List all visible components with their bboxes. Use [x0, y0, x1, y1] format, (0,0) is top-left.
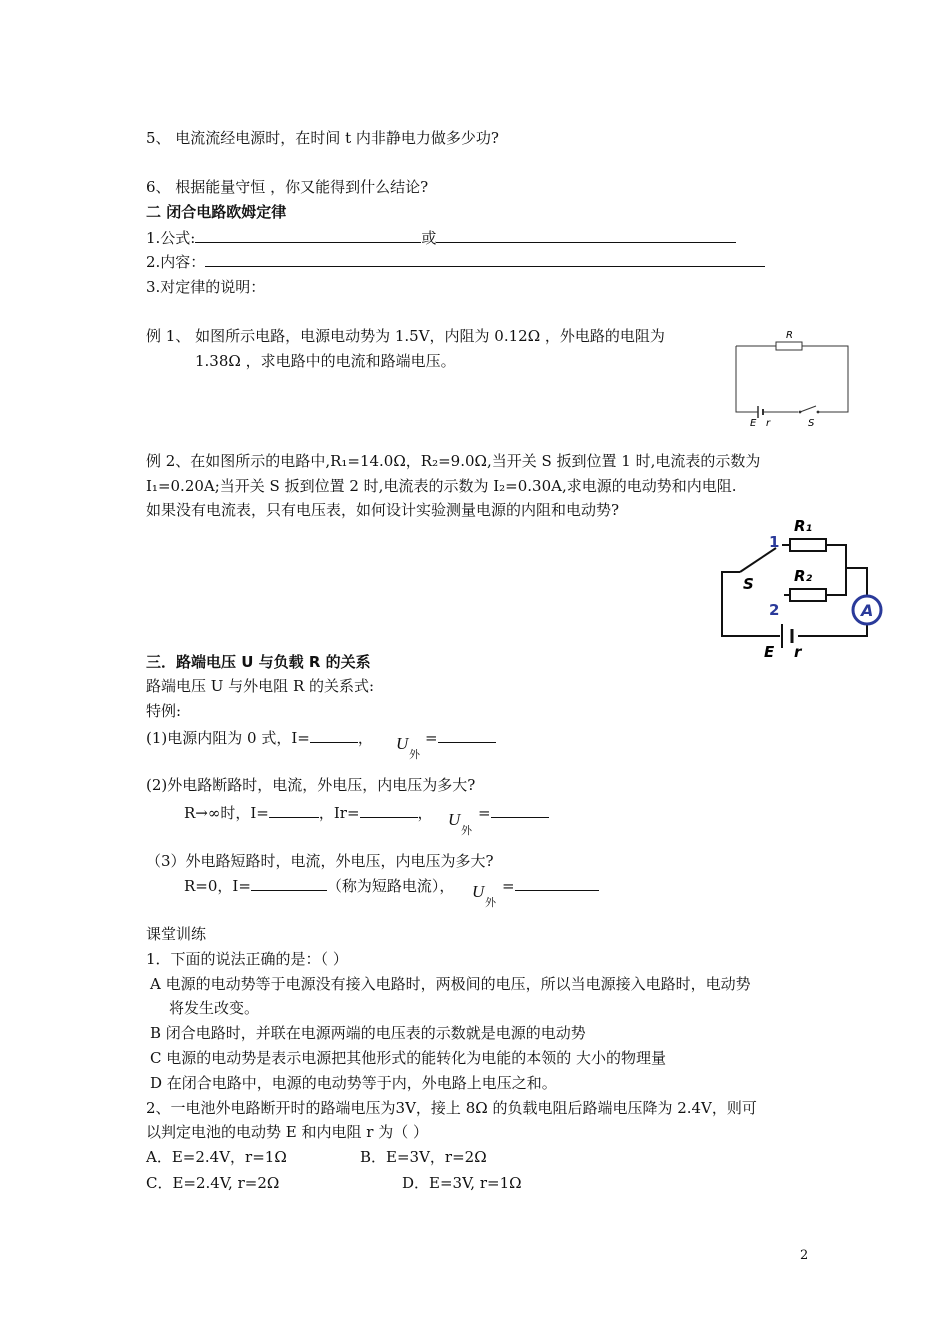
- resistor-r2: [790, 589, 826, 601]
- practice-q2-line-1: 2、一电池外电路断开时的路端电压为3V，接上 8Ω 的负载电阻后路端电压降为 2.4V，则可: [146, 1099, 757, 1117]
- wire-top-right: [802, 346, 848, 412]
- case-2b-b: ，Ir=: [318, 804, 360, 822]
- switch-s: [740, 548, 776, 572]
- formula-blank-1[interactable]: [195, 228, 421, 243]
- case-1-eq-line: [425, 728, 496, 748]
- case-3b-line: [184, 876, 454, 896]
- practice-q2-option-d: D．E=3V, r=1Ω: [402, 1174, 522, 1192]
- case-1-u: U: [396, 734, 409, 753]
- case-1-blank-u[interactable]: [438, 728, 496, 743]
- content-line: [146, 252, 765, 272]
- case-3-eq: =: [502, 877, 515, 895]
- case-1-text: (1)电源内阻为 0 式，I=: [146, 729, 310, 747]
- example-2-line-1: 例 2、在如图所示的电路中,R₁=14.0Ω，R₂=9.0Ω,当开关 S 扳到位置 1 时,电流表的示数为: [146, 452, 761, 470]
- section-2-heading: 二 闭合电路欧姆定律: [146, 203, 287, 221]
- label-r-internal: r: [766, 418, 771, 429]
- example-2-line-2: I₁=0.20A;当开关 S 扳到位置 2 时,电流表的示数为 I₂=0.30A,求电源的电动势和内电阻.: [146, 477, 737, 495]
- case-1-blank-i[interactable]: [310, 728, 358, 743]
- label-s: S: [743, 575, 754, 593]
- section-3-heading: 三．路端电压 U 与负载 R 的关系: [146, 653, 371, 671]
- case-2-u: U: [448, 810, 461, 829]
- case-1-eq: =: [425, 729, 438, 747]
- circuit-diagram-2: [712, 512, 892, 662]
- practice-q1-option-b: B 闭合电路时，并联在电源两端的电压表的示数就是电源的电动势: [150, 1024, 586, 1042]
- circuit-diagram-1: [728, 326, 854, 430]
- case-2b-line: [184, 803, 433, 823]
- practice-q2-option-a: A．E=2.4V，r=1Ω: [146, 1148, 287, 1166]
- content-label: 2.内容：: [146, 253, 206, 271]
- formula-label: 1.公式:: [146, 229, 196, 247]
- question-6: 6、 根据能量守恒 ，你又能得到什么结论?: [146, 178, 429, 196]
- resistor-r: [776, 342, 802, 350]
- resistor-r1: [790, 539, 826, 551]
- practice-q1-option-c: C 电源的电动势是表示电源把其他形式的能转化为电能的本领的 大小的物理量: [150, 1049, 667, 1067]
- case-3-u: U: [472, 882, 485, 901]
- switch-s: [800, 406, 816, 412]
- case-3-blank-i[interactable]: [251, 876, 327, 891]
- wire-left: [736, 346, 758, 412]
- case-2-text: (2)外电路断路时，电流，外电压，内电压为多大?: [146, 776, 476, 794]
- practice-q2-option-b: B．E=3V，r=2Ω: [360, 1148, 487, 1166]
- label-pos2: 2: [769, 601, 780, 619]
- case-1-line: [146, 728, 373, 748]
- case-2-eq-line: [478, 803, 549, 823]
- page-number: 2: [800, 1248, 809, 1263]
- label-r2: R₂: [794, 567, 813, 585]
- case-2-eq: =: [478, 804, 491, 822]
- case-2b-c: ，: [417, 804, 433, 822]
- content-blank[interactable]: [205, 252, 765, 267]
- ammeter-label: A: [861, 601, 874, 620]
- example-1-line-2: 1.38Ω ，求电路中的电流和路端电压。: [195, 352, 456, 370]
- case-3-blank-u[interactable]: [515, 876, 599, 891]
- label-r1: R₁: [794, 517, 813, 535]
- label-e: E: [750, 418, 757, 429]
- case-3-text: （3）外电路短路时，电流，外电压，内电压为多大?: [146, 852, 494, 870]
- wire-right-bottom: [798, 624, 867, 636]
- special-label: 特例:: [146, 702, 182, 720]
- case-2-u-sub: 外: [461, 824, 472, 837]
- formula-blank-2[interactable]: [436, 228, 736, 243]
- label-s: S: [808, 418, 815, 429]
- label-r-internal: r: [794, 643, 802, 661]
- question-5: 5、 电流流经电源时，在时间 t 内非静电力做多少功?: [146, 129, 499, 147]
- case-2-blank-ir[interactable]: [360, 803, 418, 818]
- practice-q2-line-2: 以判定电池的电动势 E 和内电阻 r 为（ ）: [146, 1123, 428, 1141]
- wire-r2-right: [826, 568, 846, 595]
- example-1-line-1: 例 1、 如图所示电路，电源电动势为 1.5V，内阻为 0.12Ω ，外电路的电阻为: [146, 327, 665, 345]
- case-1-comma: ，: [357, 729, 373, 747]
- label-r: R: [786, 330, 793, 341]
- example-2-line-3: 如果没有电流表，只有电压表，如何设计实验测量电源的内阻和电动势?: [146, 501, 620, 519]
- relation-text: 路端电压 U 与外电阻 R 的关系式:: [146, 677, 375, 695]
- label-e: E: [764, 643, 775, 661]
- practice-q1: 1．下面的说法正确的是：（ ）: [146, 950, 348, 968]
- case-3-eq-line: [502, 876, 599, 896]
- case-3-u-sub: 外: [485, 896, 496, 909]
- practice-q1-option-a-line-2: 将发生改变。: [169, 999, 260, 1017]
- explain-label: 3.对定律的说明：: [146, 278, 266, 296]
- case-2-blank-u[interactable]: [491, 803, 549, 818]
- case-1-u-sub: 外: [409, 748, 420, 761]
- practice-heading: 课堂训练: [146, 925, 207, 943]
- case-2b-a: R→∞时，I=: [184, 804, 269, 822]
- formula-line: [146, 228, 736, 248]
- practice-q1-option-d: D 在闭合电路中，电源的电动势等于内，外电路上电压之和。: [150, 1074, 557, 1092]
- case-2-blank-i[interactable]: [269, 803, 319, 818]
- formula-or: 或: [421, 229, 437, 247]
- practice-q2-option-c: C．E=2.4V, r=2Ω: [146, 1174, 280, 1192]
- case-3b-b: （称为短路电流），: [326, 877, 455, 895]
- practice-q1-option-a-line-1: A 电源的电动势等于电源没有接入电路时，两极间的电压，所以当电源接入电路时，电动势: [150, 975, 751, 993]
- case-3b-a: R=0，I=: [184, 877, 251, 895]
- label-pos1: 1: [769, 533, 780, 551]
